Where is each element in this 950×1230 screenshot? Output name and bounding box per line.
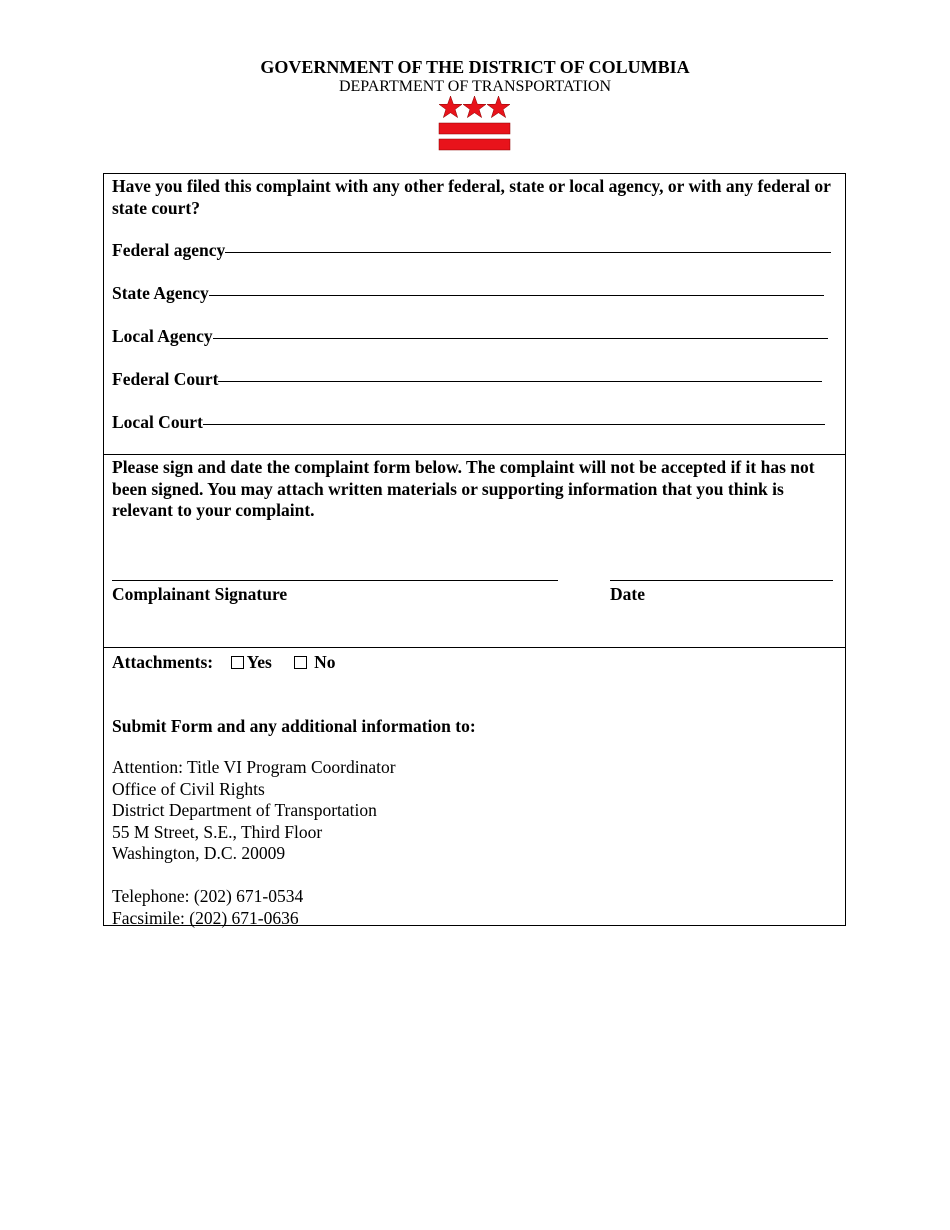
signature-label: Complainant Signature [112, 584, 288, 604]
local-court-field[interactable] [112, 412, 825, 433]
local-agency-field[interactable] [112, 326, 828, 347]
complaint-form [103, 173, 846, 926]
star-1 [439, 96, 462, 118]
address-line-5: Washington, D.C. 20009 [112, 843, 286, 863]
federal-court-field[interactable] [112, 369, 822, 390]
federal-agency-label: Federal agency [112, 240, 226, 260]
address-line-3: District Department of Transportation [112, 800, 377, 820]
submit-heading: Submit Form and any additional information to: [112, 716, 476, 736]
no-checkbox[interactable] [294, 656, 307, 669]
dept-title: DEPARTMENT OF TRANSPORTATION [338, 78, 612, 95]
local-court-label: Local Court [112, 412, 203, 432]
address-line-1: Attention: Title VI Program Coordinator [112, 757, 396, 777]
signature-section [104, 454, 845, 647]
other-agency-section [104, 174, 845, 454]
local-agency-line[interactable] [213, 337, 828, 339]
date-line[interactable] [610, 580, 833, 581]
other-agency-question: Have you filed this complaint with any other federal, state or local agency, or with any federal or state court? [112, 176, 831, 218]
address-line-2: Office of Civil Rights [112, 778, 265, 799]
signature-instructions: Please sign and date the complaint form below. The complaint will not be accepted if it has not been signed. You may attach written materials or supporting information that you think is relevant to your complaint. [112, 457, 815, 520]
header [0, 57, 950, 96]
submission-section [104, 647, 845, 928]
facsimile: Facsimile: (202) 671-0636 [112, 907, 299, 928]
state-agency-line[interactable] [209, 294, 824, 296]
local-court-line[interactable] [203, 423, 825, 425]
state-agency-field[interactable] [112, 283, 824, 304]
org-title: GOVERNMENT OF THE DISTRICT OF COLUMBIA [260, 57, 690, 77]
federal-court-line[interactable] [218, 380, 822, 382]
yes-checkbox[interactable] [231, 656, 244, 669]
dc-flag-logo [438, 96, 511, 152]
star-3 [487, 96, 510, 118]
signature-line[interactable] [112, 580, 558, 581]
federal-agency-field[interactable] [112, 240, 831, 261]
yes-label: Yes [246, 652, 272, 672]
federal-agency-line[interactable] [225, 251, 831, 253]
attachments-row [112, 652, 336, 673]
bar-1 [439, 123, 510, 134]
telephone: Telephone: (202) 671-0534 [112, 886, 304, 906]
local-agency-label: Local Agency [112, 326, 213, 346]
state-agency-label: State Agency [112, 283, 209, 303]
star-2 [463, 96, 486, 118]
no-label: No [314, 652, 336, 672]
date-label: Date [610, 584, 645, 604]
federal-court-label: Federal Court [112, 369, 219, 389]
attachments-label: Attachments: [112, 652, 214, 672]
address-line-4: 55 M Street, S.E., Third Floor [112, 821, 323, 842]
bar-2 [439, 139, 510, 150]
